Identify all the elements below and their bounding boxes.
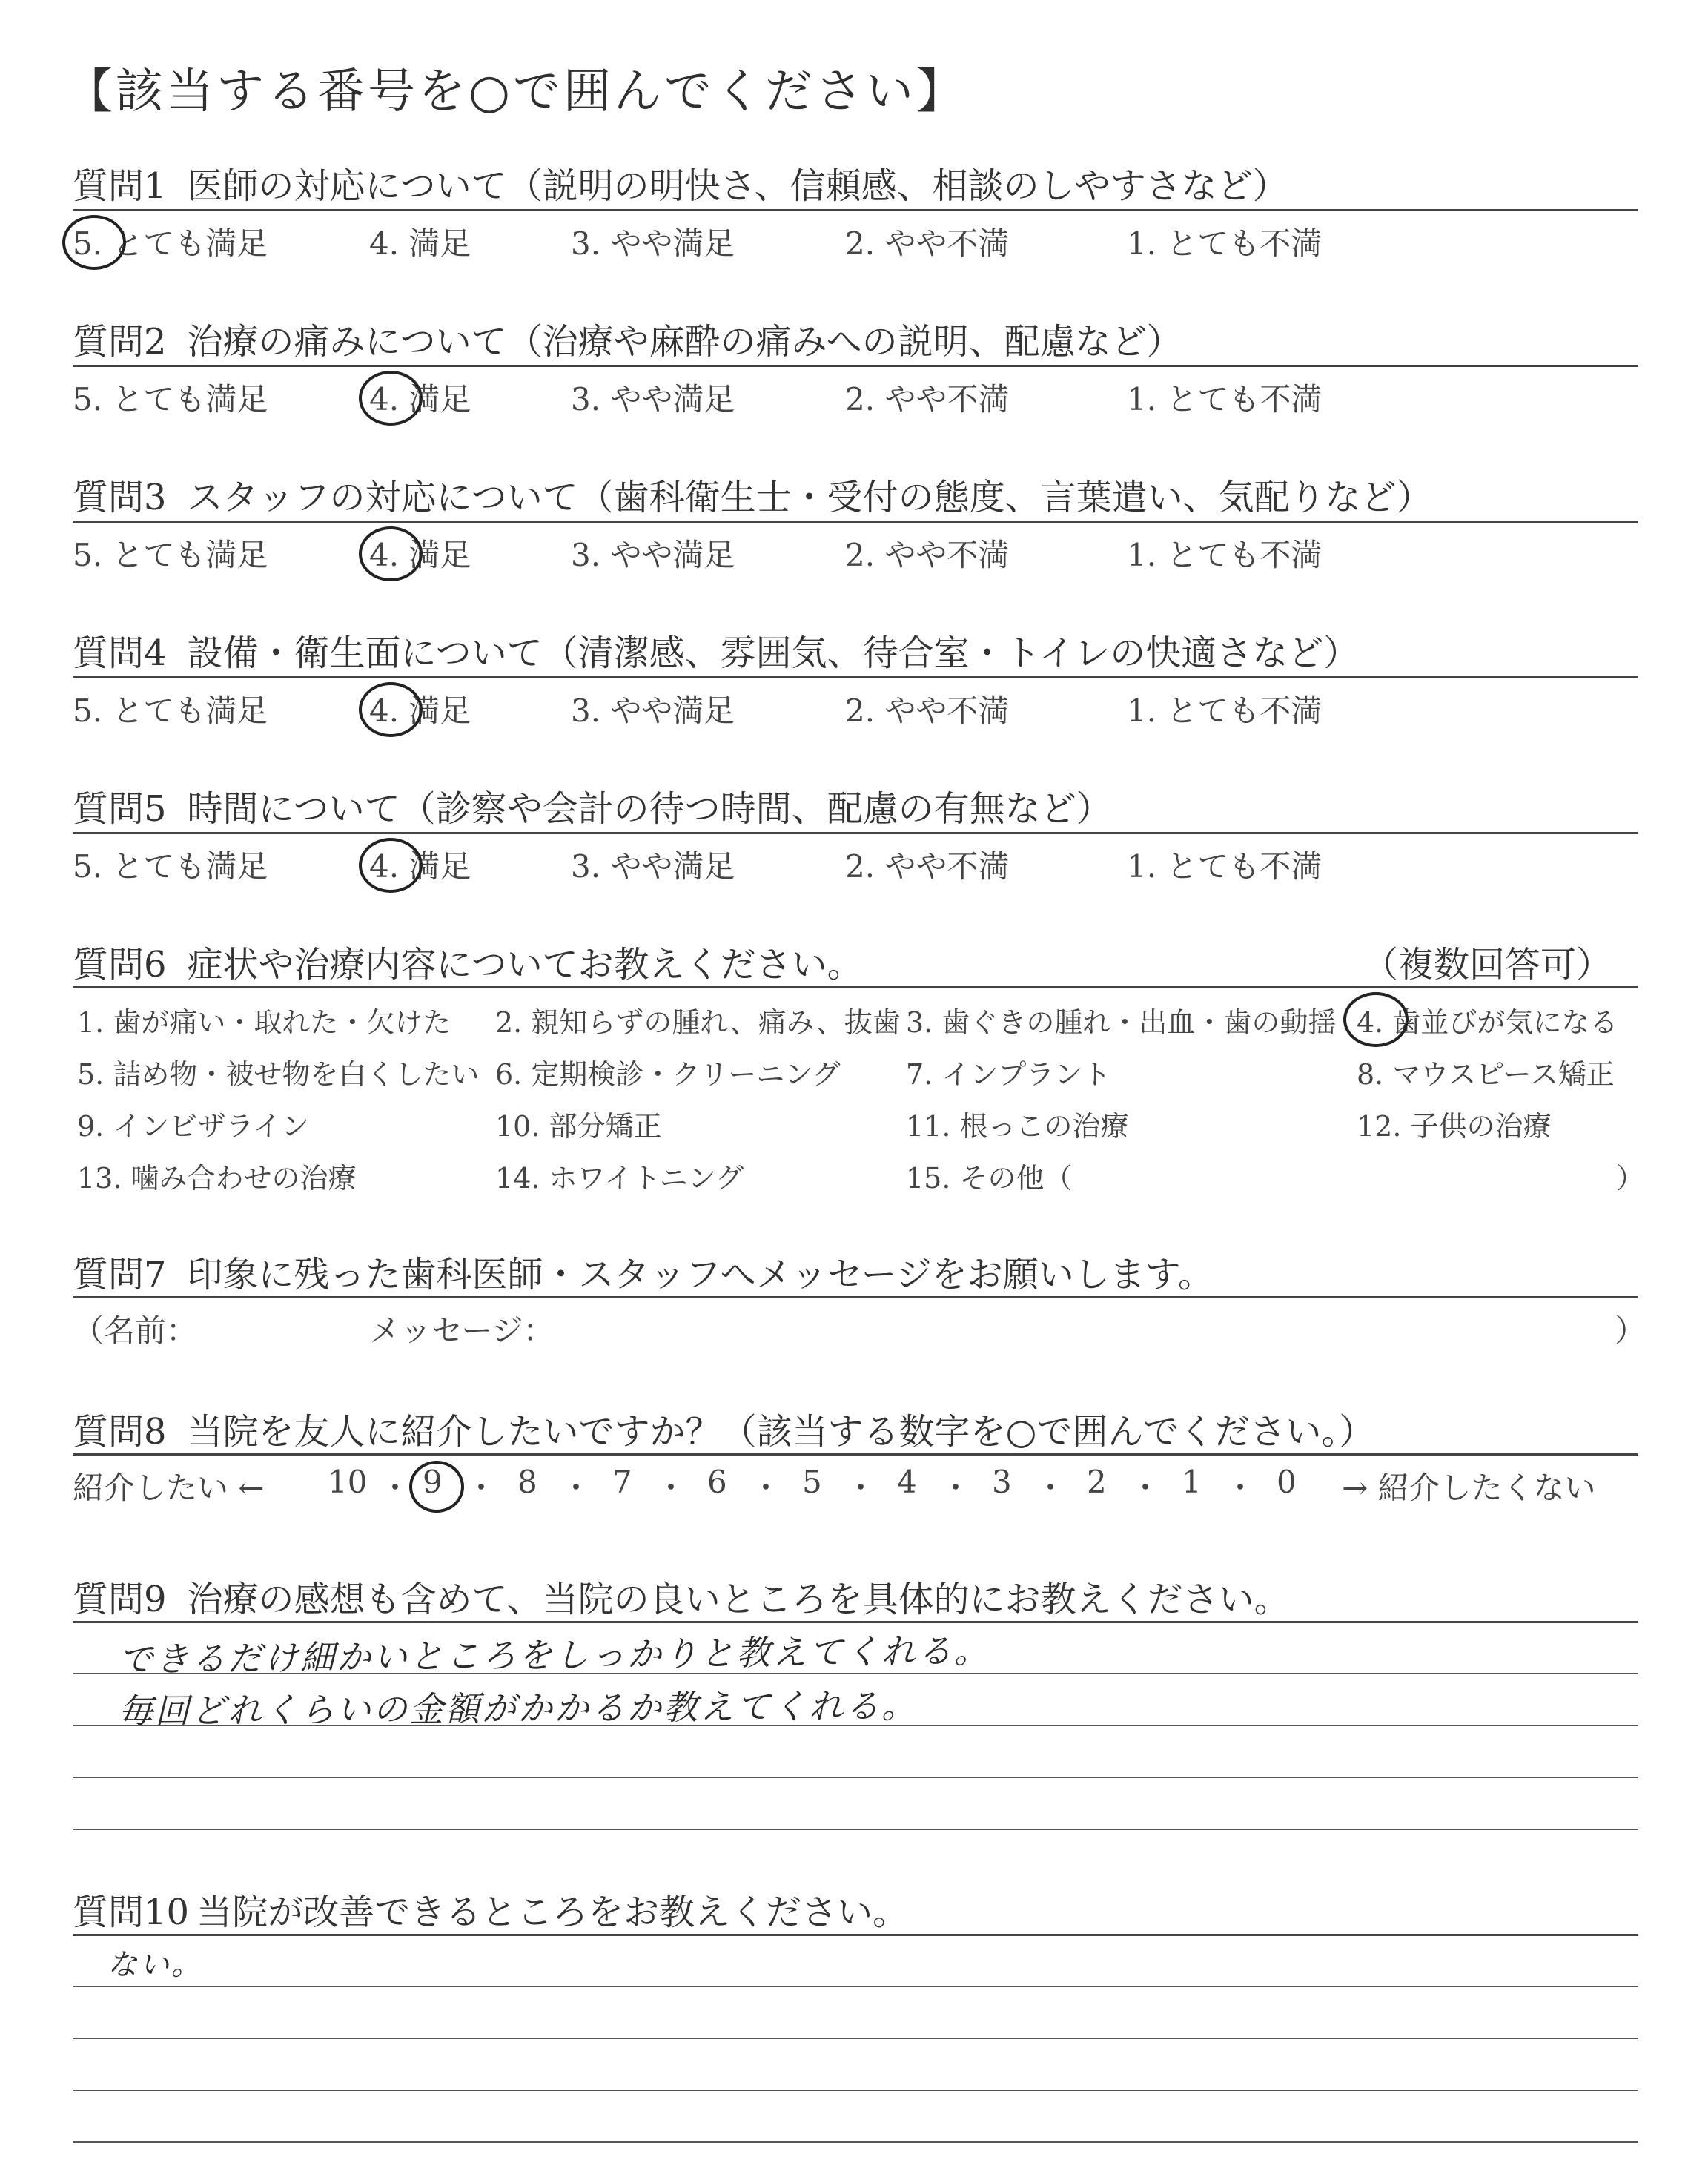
q6-option[interactable]: 7. インプラント — [906, 1058, 1111, 1091]
rating-option[interactable]: 5. とても満足 — [73, 537, 268, 573]
rating-option[interactable]: 3. やや満足 — [571, 225, 735, 262]
q8-scale-value[interactable]: 1 — [1182, 1464, 1202, 1500]
q6-option[interactable]: 15. その他（ — [906, 1162, 1073, 1195]
q6-option[interactable]: 3. 歯ぐきの腫れ・出血・歯の動揺 — [906, 1006, 1337, 1039]
question-heading — [73, 157, 1288, 208]
rating-option[interactable]: 2. やや不満 — [845, 381, 1010, 417]
rating-option-selected[interactable]: 4. 満足 — [369, 848, 471, 885]
q10-rule — [73, 1934, 1638, 1936]
rating-option[interactable]: 5. とても満足 — [73, 381, 268, 417]
q8-scale-separator: ・ — [560, 1470, 592, 1506]
q8-scale-value[interactable]: 5 — [802, 1464, 822, 1500]
q8-text: 当院を友人に紹介したいですか？（該当する数字を○で囲んでください。） — [187, 1411, 1375, 1453]
q9-answer-line-1: できるだけ細かいところをしっかりと教えてくれる。 — [118, 1630, 991, 1680]
rating-option[interactable]: 5. とても満足 — [73, 848, 268, 885]
hand-drawn-circle — [359, 838, 423, 893]
q6-option[interactable]: 2. 親知らずの腫れ、痛み、抜歯 — [495, 1006, 901, 1039]
rating-option[interactable]: 2. やや不満 — [845, 693, 1010, 729]
question-text: 設備・衛生面について（清潔感、雰囲気、待合室・トイレの快適さなど） — [187, 633, 1360, 674]
q10-line — [73, 2141, 1638, 2143]
rating-option[interactable]: 1. とても不満 — [1127, 693, 1323, 729]
q6-option[interactable]: 1. 歯が痛い・取れた・欠けた — [77, 1006, 451, 1039]
question-number: 質問5 — [73, 788, 167, 830]
question-heading — [73, 780, 1112, 831]
rating-option[interactable]: 3. やや満足 — [571, 693, 735, 729]
q6-option[interactable]: 8. マウスピース矯正 — [1357, 1058, 1615, 1091]
rating-option[interactable]: 2. やや不満 — [845, 537, 1010, 573]
q7-number: 質問7 — [73, 1254, 167, 1295]
q7-heading — [73, 1246, 1214, 1297]
question-text: 治療の痛みについて（治療や麻酔の痛みへの説明、配慮など） — [187, 321, 1182, 363]
rating-option[interactable]: 2. やや不満 — [845, 225, 1010, 262]
q8-scale-value[interactable]: 9 — [423, 1464, 443, 1500]
rating-option[interactable]: 1. とても不満 — [1127, 848, 1323, 885]
rating-option[interactable]: 3. やや満足 — [571, 381, 735, 417]
question-number: 質問4 — [73, 633, 167, 674]
q7-message-label: メッセージ： — [369, 1312, 555, 1349]
q8-scale-separator: ・ — [655, 1470, 687, 1506]
q8-scale-value[interactable]: 4 — [897, 1464, 917, 1500]
q6-option[interactable]: 14. ホワイトニング — [495, 1162, 744, 1195]
q6-option[interactable]: 6. 定期検診・クリーニング — [495, 1058, 841, 1091]
q9-line — [73, 1829, 1638, 1830]
q7-name-label: （名前： — [73, 1312, 198, 1349]
question-number: 質問2 — [73, 321, 167, 363]
q10-line — [73, 2038, 1638, 2039]
q8-heading — [73, 1403, 1374, 1454]
question-text: 医師の対応について（説明の明快さ、信頼感、相談のしやすさなど） — [187, 165, 1288, 207]
question-text: スタッフの対応について（歯科衛生士・受付の態度、言葉遣い、気配りなど） — [187, 477, 1432, 518]
rating-option-selected[interactable]: 4. 満足 — [369, 381, 471, 417]
question-rule — [73, 832, 1638, 834]
q8-scale-separator: ・ — [750, 1470, 782, 1506]
q7-close-paren: ） — [1615, 1312, 1646, 1349]
rating-option-selected[interactable]: 4. 満足 — [369, 693, 471, 729]
q9-heading — [73, 1571, 1290, 1622]
q8-scale-value[interactable]: 6 — [707, 1464, 727, 1500]
q10-heading — [73, 1883, 908, 1935]
q10-line — [73, 1986, 1638, 1987]
q6-number: 質問6 — [73, 944, 167, 985]
q8-scale-value[interactable]: 0 — [1277, 1464, 1297, 1500]
rating-option-selected[interactable]: 5. とても満足 — [73, 225, 268, 262]
q8-rule — [73, 1453, 1638, 1456]
hand-drawn-circle — [409, 1461, 464, 1513]
rating-option[interactable]: 1. とても不満 — [1127, 537, 1323, 573]
question-number: 質問3 — [73, 477, 167, 518]
q6-option[interactable]: 4. 歯並びが気になる — [1357, 1006, 1618, 1039]
q8-scale-separator: ・ — [466, 1470, 497, 1506]
hand-drawn-circle — [1343, 992, 1409, 1047]
q6-option[interactable]: 5. 詰め物・被せ物を白くしたい — [77, 1058, 480, 1091]
q6-other-close: ） — [1616, 1162, 1645, 1195]
q6-option[interactable]: 10. 部分矯正 — [495, 1110, 662, 1143]
question-text: 時間について（診察や会計の待つ時間、配慮の有無など） — [187, 788, 1112, 830]
question-number: 質問1 — [73, 165, 167, 207]
rating-option[interactable]: 2. やや不満 — [845, 848, 1010, 885]
q8-scale-value[interactable]: 3 — [992, 1464, 1012, 1500]
q6-note: （複数回答可） — [1363, 944, 1612, 985]
question-heading — [73, 624, 1359, 676]
rating-option[interactable]: 3. やや満足 — [571, 537, 735, 573]
q6-heading — [73, 936, 863, 987]
question-heading — [73, 313, 1182, 364]
q8-scale-separator: ・ — [845, 1470, 877, 1506]
hand-drawn-circle — [62, 215, 126, 270]
q6-option[interactable]: 9. インビザライン — [77, 1110, 310, 1143]
form-header: 【該当する番号を○で囲んでください】 — [65, 65, 967, 119]
rating-option[interactable]: 1. とても不満 — [1127, 225, 1323, 262]
question-rule — [73, 365, 1638, 367]
question-rule — [73, 209, 1638, 211]
q6-text: 症状や治療内容についてお教えください。 — [187, 944, 863, 985]
q10-line — [73, 2090, 1638, 2091]
rating-option[interactable]: 3. やや満足 — [571, 848, 735, 885]
question-heading — [73, 469, 1432, 520]
hand-drawn-circle — [359, 682, 423, 737]
hand-drawn-circle — [359, 371, 423, 426]
q8-scale-separator: ・ — [1035, 1470, 1067, 1506]
q8-number: 質問8 — [73, 1411, 167, 1453]
q9-answer-line-2: 毎回どれくらいの金額がかかるか教えてくれる。 — [118, 1685, 918, 1731]
rating-option[interactable]: 4. 満足 — [369, 225, 471, 262]
q8-left-label: 紹介したい ← — [73, 1470, 265, 1506]
q9-rule — [73, 1621, 1638, 1623]
q7-text: 印象に残った歯科医師・スタッフへメッセージをお願いします。 — [187, 1254, 1214, 1295]
q7-rule — [73, 1296, 1638, 1298]
hand-drawn-circle — [359, 526, 423, 581]
rating-option-selected[interactable]: 4. 満足 — [369, 537, 471, 573]
q8-scale-value[interactable]: 7 — [612, 1464, 632, 1500]
q8-scale-separator: ・ — [1225, 1470, 1257, 1506]
rating-option[interactable]: 5. とても満足 — [73, 693, 268, 729]
q9-number: 質問9 — [73, 1579, 167, 1620]
q6-option[interactable]: 12. 子供の治療 — [1357, 1110, 1552, 1143]
q6-option[interactable]: 13. 噛み合わせの治療 — [77, 1162, 357, 1195]
question-rule — [73, 676, 1638, 678]
q10-answer: ない。 — [107, 1948, 203, 1982]
q10-number: 質問10 — [73, 1892, 190, 1933]
q8-scale-separator: ・ — [940, 1470, 972, 1506]
q8-scale-separator: ・ — [1130, 1470, 1162, 1506]
q8-scale-separator: ・ — [380, 1470, 411, 1506]
q9-text: 治療の感想も含めて、当院の良いところを具体的にお教えください。 — [187, 1579, 1290, 1620]
q8-right-label: → 紹介したくない — [1342, 1470, 1596, 1506]
q8-scale-value[interactable]: 8 — [517, 1464, 537, 1500]
question-rule — [73, 521, 1638, 523]
q8-scale-value[interactable]: 2 — [1087, 1464, 1107, 1500]
q8-scale-value[interactable]: 10 — [328, 1464, 368, 1500]
rating-option[interactable]: 1. とても不満 — [1127, 381, 1323, 417]
q6-rule — [73, 986, 1638, 988]
q10-text: 当院が改善できるところをお教えください。 — [196, 1892, 909, 1933]
q9-line — [73, 1777, 1638, 1778]
q6-option[interactable]: 11. 根っこの治療 — [906, 1110, 1129, 1143]
